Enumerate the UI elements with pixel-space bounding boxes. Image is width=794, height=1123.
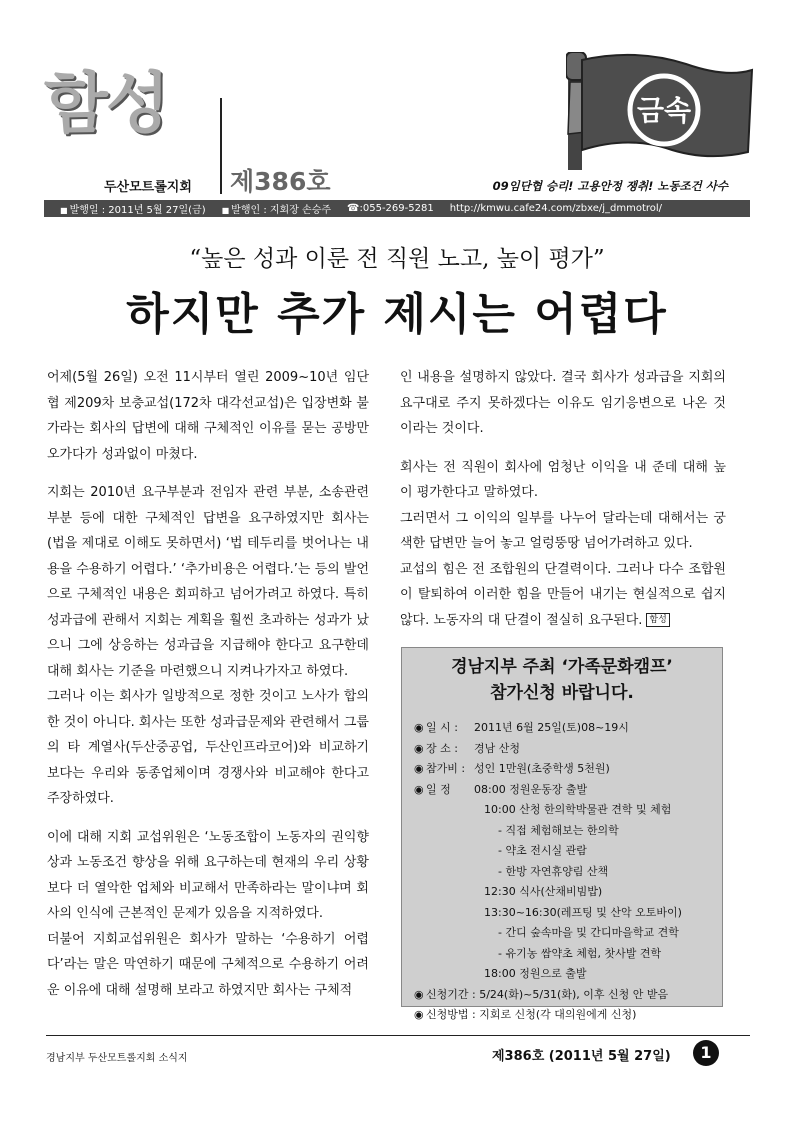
camp-notice-box	[401, 647, 723, 1021]
masthead	[44, 52, 750, 222]
website-url: http://kmwu.cafe24.com/zbxe/j_dmmotrol/	[449, 203, 663, 214]
publish-date: ■ 발행일 : 2011년 5월 27일(금)	[60, 205, 206, 216]
notice-place: ◉ 장 소 : 경남 산청	[414, 741, 521, 755]
masthead-divider	[220, 98, 222, 194]
flag-text: 금속	[636, 94, 692, 127]
schedule-item: 12:30 식사(산채비빔밥)	[484, 885, 603, 898]
phone-number: ☎:055-269-5281	[347, 203, 434, 214]
info-bar	[44, 200, 750, 217]
schedule-subitem: - 한방 자연휴양림 산책	[498, 864, 609, 878]
notice-period: ◉ 신청기간 : 5/24(화)~5/31(화), 이후 신청 안 받음	[414, 987, 669, 1001]
paragraph: 그러나 이는 회사가 일방적으로 정한 것이고 노사가 합의한 것이 아니다. 회사는 또한 성과급문제와 관련해서 그룹의 타 계열사(두산중공업, 두산인프라코어)와 비교하기 보다는 우리와 동종업체이며 경쟁사와 비교해야 한다고 주장하였다.	[47, 689, 369, 806]
article-column-right	[400, 365, 726, 646]
notice-date: ◉ 일 시 : 2011년 6월 25일(토)08~19시	[414, 721, 629, 734]
article-column-left	[47, 365, 369, 1016]
paragraph: 교섭의 힘은 전 조합원의 단결력이다. 그러나 다수 조합원이 탈퇴하여 이러한 힘을 만들어 내기는 현실적으로 쉽지 않다. 노동자의 대 단결이 절실히 요구된다. 함성	[400, 561, 726, 628]
article-headline: 하지만 추가 제시는 어렵다	[126, 289, 668, 340]
paragraph: 그러면서 그 이익의 일부를 나누어 달라는데 대해서는 궁색한 답변만 늘어 놓고 얼렁뚱땅 넘어가려하고 있다.	[400, 510, 726, 551]
notice-details	[414, 718, 722, 1026]
footer-publication: 경남지부 두산모트롤지회 소식지	[46, 1053, 188, 1064]
newsletter-subtitle: 두산모트롤지회	[104, 180, 192, 195]
paragraph: 인 내용을 설명하지 않았다. 결국 회사가 성과급을 지회의 요구대로 주지 못하겠다는 이유도 임기응변으로 나온 것이라는 것이다.	[400, 370, 726, 436]
schedule-item: 18:00 정원으로 출발	[484, 967, 587, 980]
schedule-subitem: - 약초 전시실 관람	[498, 844, 587, 857]
slogan: 09임단협 승리! 고용안정 쟁취! 노동조건 사수	[492, 179, 728, 193]
end-mark: 함성	[646, 613, 669, 627]
footer-rule	[46, 1035, 750, 1036]
footer-issue-date: 제386호 (2011년 5월 27일)	[492, 1049, 671, 1064]
notice-method: ◉ 신청방법 : 지회로 신청(각 대의원에게 신청)	[414, 1008, 637, 1021]
paragraph: 회사는 전 직원이 회사에 엄청난 이익을 내 준데 대해 높이 평가한다고 말하였다.	[400, 459, 726, 500]
schedule-subitem: - 간디 숲속마을 및 간디마을학교 견학	[498, 926, 679, 939]
paragraph: 지회는 2010년 요구부분과 전임자 관련 부분, 소송관련 부분 등에 대한 구체적인 답변을 요구하였지만 회사는 (법을 제대로 이해도 못하면서) ‘법 테두리를 벗어나는 내용을 수용하기 어렵다.’ ‘추가비용은 어렵다.’는 등의 발언으로 구체적인 내용은 회피하고 넘어가려고 하였다. 특히 성과급에 관해서 지회는 계획을 훨씬 초과하는 성과가 났으니 그에 상응하는 성과급을 지급해야 한다고 요구한데 대해 회사는 기준을 마련했으니 지켜나가자고 하였다.	[47, 485, 369, 679]
paragraph: 이에 대해 지회 교섭위원은 ‘노동조합이 노동자의 권익향상과 노동조건 향상을 위해 요구하는데 현재의 우리 상황보다 더 열악한 업체와 비교해서 만족하라는 말이냐며 회사의 인식에 근본적인 문제가 있음을 지적하였다.	[47, 829, 369, 921]
paragraph: 더불어 지회교섭위원은 회사가 말하는 ‘수용하기 어렵다’라는 말은 막연하기 때문에 구체적으로 수용하기 어려운 이유에 대해 설명해 보라고 하였지만 회사는 구체적	[47, 931, 369, 998]
paragraph: 어제(5월 26일) 오전 11시부터 열린 2009~10년 임단협 제209차 보충교섭(172차 대각선교섭)은 입장변화 불가라는 회사의 답변에 대해 구체적인 이유를 묻는 공방만 오가다가 성과없이 마쳤다.	[47, 370, 369, 462]
schedule-item: 13:30~16:30(레프팅 및 산악 오토바이)	[484, 905, 682, 919]
notice-title: 경남지부 주최 ‘가족문화캠프’ 참가신청 바랍니다.	[451, 657, 673, 703]
page-number: 1	[693, 1040, 719, 1066]
notice-fee: ◉ 참가비 : 성인 1만원(초중학생 5천원)	[414, 762, 610, 775]
publisher: ■ 발행인 : 지회장 손승주	[221, 205, 332, 216]
issue-number: 제386호	[230, 167, 331, 196]
schedule-item: 10:00 산청 한의학박물관 견학 및 체험	[484, 803, 672, 816]
notice-schedule: ◉ 일 정 08:00 정원운동장 출발	[414, 782, 588, 796]
newsletter-title: 함성	[44, 64, 168, 142]
union-flag-logo	[566, 52, 754, 172]
schedule-subitem: - 유기농 쌈약초 체험, 찻사발 견학	[498, 946, 662, 960]
article-subheadline: “높은 성과 이룬 전 직원 노고, 높이 평가”	[189, 246, 605, 272]
schedule-subitem: - 직접 체험해보는 한의학	[498, 823, 619, 837]
